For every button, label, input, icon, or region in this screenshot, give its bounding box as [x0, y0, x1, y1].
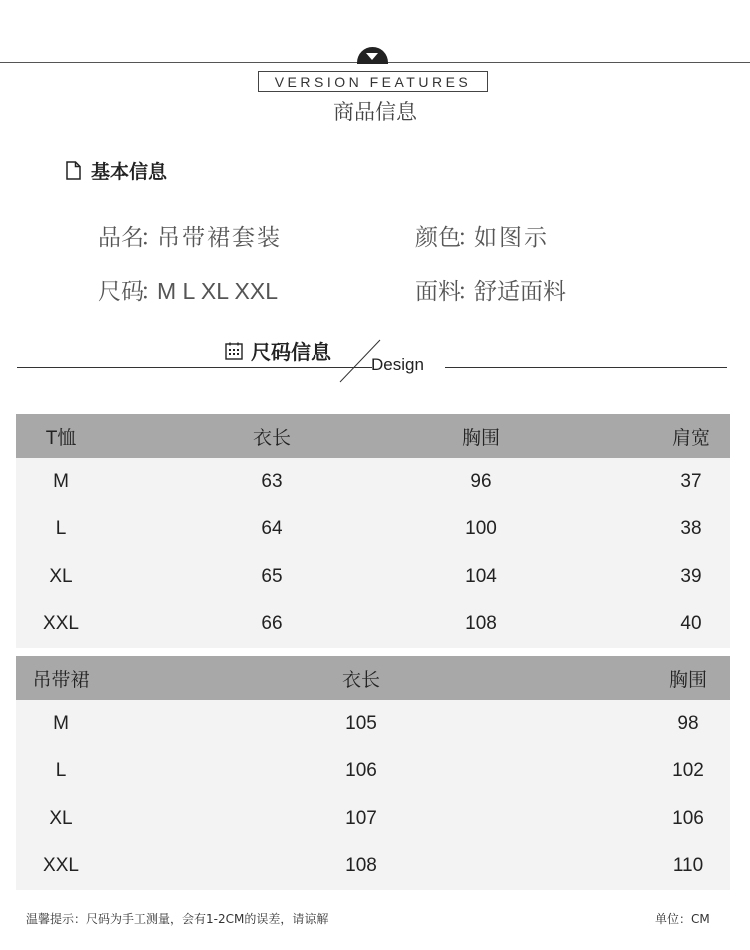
table-header-row — [16, 656, 730, 700]
footer-note: 温馨提示：尺码为手工测量，会有1-2CM的误差，请谅解 — [26, 912, 329, 926]
table-cell: M — [53, 470, 69, 492]
basic-info-heading — [66, 157, 167, 184]
info-product-name — [98, 219, 282, 252]
table-cell: 107 — [345, 807, 377, 829]
table-row — [16, 458, 730, 506]
table-cell: XL — [49, 807, 73, 829]
table-cell: 39 — [680, 565, 702, 587]
table-cell: XXL — [43, 855, 79, 877]
table-row — [16, 748, 730, 796]
info-value: 如图示 — [474, 225, 549, 251]
tshirt-size-table — [16, 414, 730, 648]
header-cell: 胸围 — [668, 669, 707, 691]
table-cell: 100 — [465, 518, 497, 540]
table-cell: 102 — [672, 760, 704, 782]
table-cell: L — [55, 760, 67, 782]
table-row — [16, 700, 730, 748]
header-cell: 衣长 — [252, 427, 291, 449]
info-sep: ： — [140, 279, 163, 305]
table-cell: L — [55, 518, 67, 540]
header-cell: 衣长 — [341, 669, 380, 691]
down-triangle-icon — [357, 47, 388, 64]
header-cell: T恤 — [45, 427, 77, 449]
table-row — [16, 601, 730, 649]
table-cell: XL — [49, 565, 73, 587]
basic-info-label: 基本信息 — [91, 161, 168, 183]
header-cell: 肩宽 — [671, 427, 710, 449]
dress-size-table — [16, 656, 730, 890]
table-cell: 106 — [345, 760, 377, 782]
document-icon — [66, 161, 81, 180]
page-title: 商品信息 — [333, 100, 417, 124]
heading-rule-left — [17, 367, 372, 368]
info-value: 吊带裙套装 — [157, 225, 282, 251]
table-cell: 108 — [345, 855, 377, 877]
table-cell: 63 — [261, 470, 283, 492]
info-value: 舒适面料 — [474, 279, 566, 305]
table-cell: 104 — [465, 565, 497, 587]
info-fabric — [415, 273, 566, 306]
size-info-heading — [225, 336, 331, 365]
info-label: 尺码 — [98, 279, 144, 305]
table-cell: 105 — [345, 712, 377, 734]
table-cell: 108 — [465, 613, 497, 635]
table-cell: 106 — [672, 807, 704, 829]
table-cell: 65 — [261, 565, 283, 587]
header-cell: 吊带裙 — [32, 669, 90, 691]
heading-rule-right — [445, 367, 727, 368]
table-cell: 96 — [470, 470, 492, 492]
table-cell: M — [53, 712, 69, 734]
info-label: 品名 — [98, 225, 144, 251]
table-cell: 98 — [677, 712, 699, 734]
info-sep: ： — [457, 225, 480, 251]
footer-unit: 单位：CM — [655, 912, 710, 926]
table-cell: 37 — [680, 470, 702, 492]
info-sizes — [98, 273, 278, 306]
calendar-icon — [225, 342, 243, 360]
table-header-row — [16, 414, 730, 458]
table-cell: XXL — [43, 613, 79, 635]
info-color — [415, 219, 549, 252]
info-sep: ： — [140, 225, 163, 251]
table-row — [16, 795, 730, 843]
size-info-label: 尺码信息 — [251, 340, 331, 364]
table-cell: 66 — [261, 613, 283, 635]
table-cell: 40 — [680, 613, 702, 635]
version-features-label: VERSION FEATURES — [258, 71, 488, 92]
info-value: M L XL XXL — [157, 278, 279, 304]
table-row — [16, 506, 730, 554]
table-row — [16, 553, 730, 601]
table-row — [16, 843, 730, 891]
design-label: Design — [371, 355, 424, 374]
table-cell: 64 — [261, 518, 283, 540]
info-sep: ： — [457, 279, 480, 305]
table-cell: 38 — [680, 518, 702, 540]
header-cell: 胸围 — [461, 427, 500, 449]
table-cell: 110 — [672, 855, 704, 877]
info-label: 颜色 — [415, 225, 461, 251]
info-label: 面料 — [415, 279, 461, 305]
